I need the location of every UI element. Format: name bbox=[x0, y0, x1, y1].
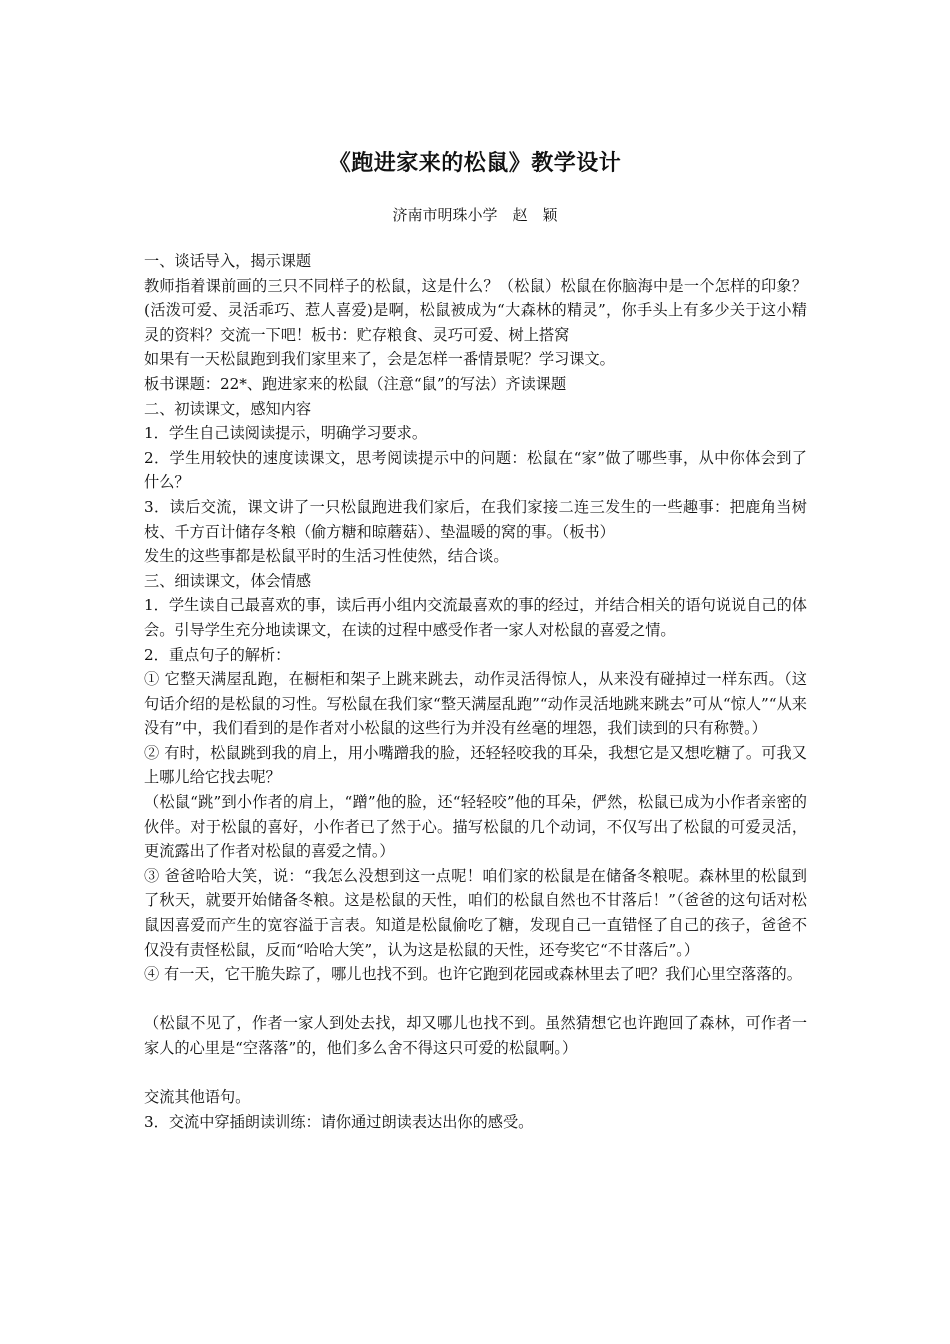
paragraph: 3．交流中穿插朗读训练：请你通过朗读表达出你的感受。 bbox=[144, 1112, 534, 1131]
paragraph: ④ 有一天，它干脆失踪了，哪儿也找不到。也许它跑到花园或森林里去了吧？我们心里空落落的。 bbox=[144, 965, 802, 984]
paragraph: 1．学生自己读阅读提示，明确学习要求。 bbox=[144, 424, 428, 443]
paragraph: （松鼠不见了，作者一家人到处去找，却又哪儿也找不到。虽然猜想它也许跑回了森林，可作者一家人的心里是“空落落”的，他们多么舍不得这只可爱的松鼠啊。） bbox=[144, 1014, 807, 1057]
paragraph: 1．学生读自己最喜欢的事，读后再小组内交流最喜欢的事的经过，并结合相关的语句说说自己的体会。引导学生充分地读课文，在读的过程中感受作者一家人对松鼠的喜爱之情。 bbox=[144, 596, 807, 639]
paragraph: 3．读后交流，课文讲了一只松鼠跑进我们家后，在我们家接二连三发生的一些趣事：把鹿角当树枝、千方百计储存冬粮（偷方糖和晾蘑菇）、垫温暖的窝的事。（板书） bbox=[144, 497, 807, 541]
paragraph: ③ 爸爸哈哈大笑，说：“我怎么没想到这一点呢！咱们家的松鼠是在储备冬粮呢。森林里的松鼠到了秋天，就要开始储备冬粮。这是松鼠的天性，咱们的松鼠自然也不甘落后！”（爸爸的这句话对松鼠因喜爱而产生的宽容溢于言表。知道是松鼠偷吃了糖，发现自己一直错怪了自己的孩子，爸爸不仅没有责怪松鼠，反而“哈哈大笑”，认为这是松鼠的天性，还夸奖它“不甘落后”。） bbox=[144, 866, 807, 959]
section-heading: 三、细读课文，体会情感 bbox=[144, 571, 312, 590]
paragraph: 教师指着课前画的三只不同样子的松鼠，这是什么？（松鼠）松鼠在你脑海中是一个怎样的印象？(活泼可爱、灵活乖巧、惹人喜爱)是啊，松鼠被成为“大森林的精灵”，你手头上有多少关于这小精灵的资料？交流一下吧！板书：贮存粮食、灵巧可爱、树上搭窝 bbox=[144, 276, 807, 344]
paragraph: 交流其他语句。 bbox=[144, 1088, 251, 1107]
paragraph: 板书课题：22*、跑进家来的松鼠（注意“鼠”的写法）齐读课题 bbox=[144, 374, 567, 393]
paragraph: ① 它整天满屋乱跑，在橱柜和架子上跳来跳去，动作灵活得惊人，从来没有碰掉过一样东西。（这句话介绍的是松鼠的习性。写松鼠在我们家“整天满屋乱跑”“动作灵活地跳来跳去”可从“惊人”“从来没有”中，我们看到的是作者对小松鼠的这些行为并没有丝毫的埋怨，我们读到的只有称赞。） bbox=[144, 670, 807, 738]
paragraph: （松鼠“跳”到小作者的肩上，“蹭”他的脸，还“轻轻咬”他的耳朵，俨然，松鼠已成为小作者亲密的伙伴。对于松鼠的喜好，小作者已了然于心。描写松鼠的几个动词，不仅写出了松鼠的可爱灵活，更流露出了作者对松鼠的喜爱之情。） bbox=[144, 793, 807, 861]
section-heading: 二、初读课文，感知内容 bbox=[144, 399, 312, 418]
paragraph: ② 有时，松鼠跳到我的肩上，用小嘴蹭我的脸，还轻轻咬我的耳朵，我想它是又想吃糖了。可我又上哪儿给它找去呢？ bbox=[144, 743, 807, 787]
blank-line bbox=[144, 987, 807, 1012]
blank-line bbox=[144, 1061, 807, 1086]
author-line: 济南市明珠小学 赵 颖 bbox=[392, 206, 558, 224]
document-body bbox=[144, 249, 807, 1134]
paragraph: 2．重点句子的解析： bbox=[144, 645, 291, 664]
paragraph: 2．学生用较快的速度读课文，思考阅读提示中的问题：松鼠在“家”做了哪些事，从中你体会到了什么？ bbox=[144, 448, 807, 492]
section-heading: 一、谈话导入，揭示课题 bbox=[144, 252, 312, 270]
paragraph: 如果有一天松鼠跑到我们家里来了，会是怎样一番情景呢？学习课文。 bbox=[144, 350, 615, 369]
document-title: 《跑进家来的松鼠》教学设计 bbox=[328, 151, 622, 176]
paragraph: 发生的这些事都是松鼠平时的生活习性使然，结合谈。 bbox=[144, 547, 509, 566]
